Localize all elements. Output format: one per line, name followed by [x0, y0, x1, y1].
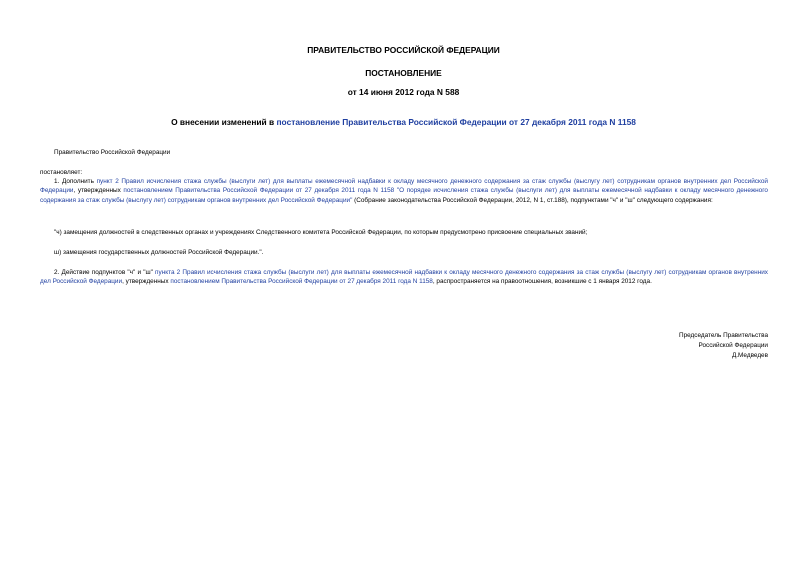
government-line: Правительство Российской Федерации: [54, 149, 171, 156]
p1-rules-link[interactable]: пункт 2 Правил исчисления стажа службы (выслуги лет) для выплаты ежемесячной надбавки к окладу месячного денежного содержания за стаж службы (выслугу лет) сотрудникам органов внутренних дел Российской Федерации: [40, 178, 768, 195]
item-ch: "ч) замещения должностей в следственных органах и учреждениях Следственного комитета Российской Федерации, по которым предусмотрено присвоение специальных званий;: [54, 229, 588, 236]
p1-text-e: (Собрание законодательства Российской Федерации, 2012, N 1, ст.188), подпунктами "ч" и "ш" следующего содержания:: [352, 196, 713, 204]
subject-link[interactable]: постановление Правительства Российской Федерации от 27 декабря 2011 года N 1158: [276, 117, 636, 127]
p2-resolution-link[interactable]: постановлением Правительства Российской Федерации от 27 декабря 2011 года N 1158: [170, 278, 433, 286]
p1-text-a: 1. Дополнить: [54, 178, 97, 185]
signature-title: Председатель Правительства: [679, 332, 768, 339]
p2-text-c: , утвержденных: [122, 278, 171, 286]
resolves-line: постановляет:: [40, 169, 83, 176]
p1-resolution-link[interactable]: постановлением Правительства Российской Федерации от 27 декабря 2011 года N 1158 "О порядке исчисления стажа службы (выслуги лет) для выплаты ежемесячной надбавки к окладу месячного денежного содержания за стаж службы (выслугу лет) сотрудникам органов внутренних дел Российской Федерации": [40, 187, 768, 204]
government-heading: ПРАВИТЕЛЬСТВО РОССИЙСКОЙ ФЕДЕРАЦИИ: [307, 45, 500, 55]
p1-text-c: , утвержденных: [73, 187, 124, 195]
document-type-heading: ПОСТАНОВЛЕНИЕ: [365, 68, 442, 78]
signature-country: Российской Федерации: [698, 341, 768, 349]
paragraph-1: [40, 177, 768, 205]
document-subject: [0, 117, 807, 128]
document-date-number: от 14 июня 2012 года N 588: [347, 87, 460, 97]
p2-text-e: , распространяется на правоотношения, возникшие с 1 января 2012 года.: [432, 278, 652, 286]
item-sh: ш) замещения государственных должностей Российской Федерации.".: [54, 249, 264, 256]
p2-text-a: 2. Действие подпунктов "ч" и "ш": [54, 269, 156, 276]
subject-prefix: О внесении изменений в: [171, 117, 277, 127]
signature-name: Д.Медведев: [731, 351, 768, 359]
paragraph-2: [40, 268, 768, 287]
p2-rules-link[interactable]: пункта 2 Правил исчисления стажа службы (выслуги лет) для выплаты ежемесячной надбавки к окладу месячного денежного содержания за стаж службы (выслугу лет) сотрудникам органов внутренних дел Российской Федерации: [40, 269, 768, 286]
signature-block: [679, 331, 768, 360]
